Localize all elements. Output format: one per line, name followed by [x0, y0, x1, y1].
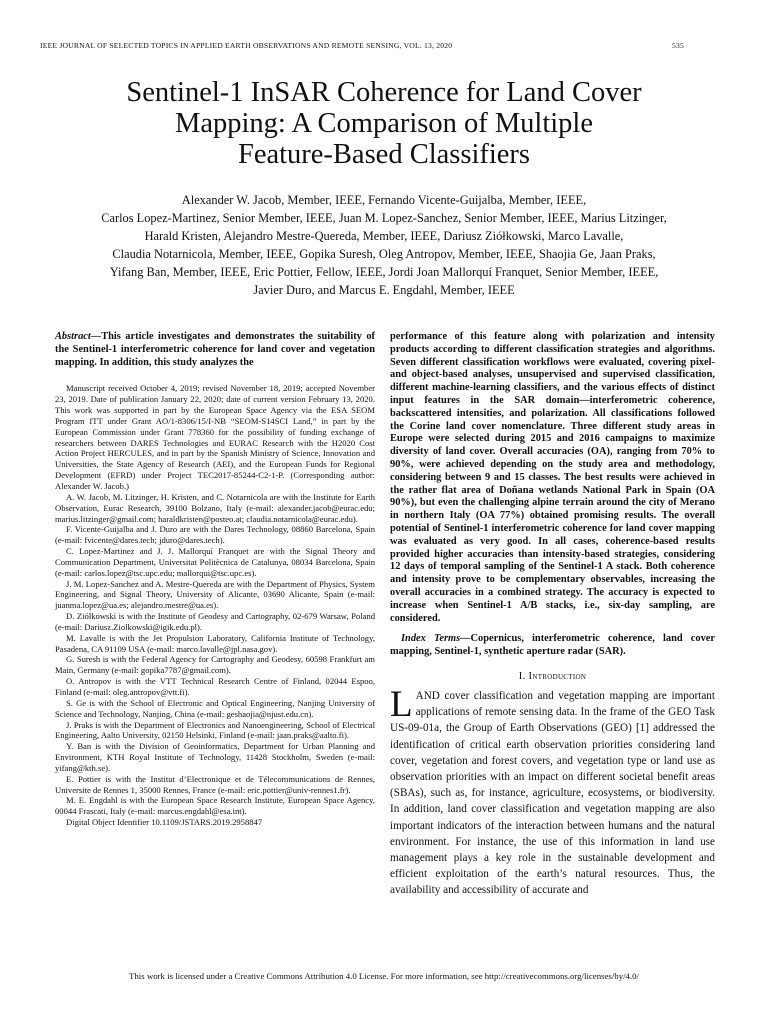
footnote: J. Praks is with the Department of Electronics and Nanoengineering, School of Electrical Engineering, Aalto University, 02150 Helsinki, Finland (e-mail: jaan.praks@aalto.fi).	[55, 719, 375, 741]
journal-name: IEEE JOURNAL OF SELECTED TOPICS IN APPLIED EARTH OBSERVATIONS AND REMOTE SENSING, VOL. 13, 2020	[40, 41, 453, 50]
footnote: E. Pottier is with the Institut d’Electronique et de Télecommunications de Rennes, Universite de Rennes 1, 35000 Rennes, France (e-mail: eric.pottier@univ-rennes1.fr).	[55, 773, 375, 795]
author-list	[40, 191, 728, 300]
footnote: J. M. Lopez-Sanchez and A. Mestre-Quereda are with the Department of Physics, System Engineering, and Signal Theory, University of Alicante, 03690 Alicante, Spain (e-mail: juanma.lopez@ua.es; alejandro.mestre@ua.es).	[55, 578, 375, 611]
author-line: Javier Duro, and Marcus E. Engdahl, Member, IEEE	[253, 283, 515, 298]
abstract-text-left: This article investigates and demonstrates the suitability of the Sentinel-1 interferometric coherence for land cover and vegetation mapping. In addition, this study analyzes the	[55, 331, 375, 368]
footnote: M. E. Engdahl is with the European Space Research Institute, European Space Agency, 00044 Frascati, Italy (e-mail: marcus.engdahl@esa.int).	[55, 795, 375, 817]
footnote: G. Suresh is with the Federal Agency for Cartography and Geodesy, 60598 Frankfurt am Main, Germany (e-mail: gopika7787@gmail.com).	[55, 654, 375, 676]
footnotes	[55, 383, 375, 828]
doi: Digital Object Identifier 10.1109/JSTARS.2019.2958847	[66, 817, 263, 828]
first-word: AND	[415, 689, 440, 702]
title-line: Mapping: A Comparison of Multiple	[175, 108, 593, 139]
author-line: Harald Kristen, Alejandro Mestre-Quereda, Member, IEEE, Dariusz Ziółkowski, Marco Lavalle,	[144, 229, 624, 244]
paper-title	[40, 77, 728, 170]
footnote: C. Lopez-Martinez and J. J. Mallorquí Franquet are with the Signal Theory and Communication Department, Universitat Politècnica de Catalunya, 08034 Barcelona, Spain (e-mail: carlos.lopez@tsc.upc.edu; mallorqui@tsc.upc.es).	[55, 546, 375, 578]
author-line: Yifang Ban, Member, IEEE, Eric Pottier, Fellow, IEEE, Jordi Joan Mallorquí Franquet, Senior Member, IEEE,	[109, 265, 659, 280]
drop-cap: L	[390, 683, 413, 725]
footnote: Manuscript received October 4, 2019; revised November 18, 2019; accepted November 23, 2019. Date of publication January 22, 2020; date of current version February 13, 2020. This work was supported in part by the European Space Agency via the ESA SEOM Program ITT under Grant AO/1-8306/15/I-NB “SEOM-S14SCI Land,” in part by the European Commission under Grant 778360 for the possibility of funding exchange of researchers between DARES Technologies and EURAC Research with the H2020 Cost Action Project HERCULES, and in part by the Spanish Ministry of Science, Innovation and Universities, the State Agency of Research (AEI), and the European Funds for Regional Development (EFRD) under Project TEC2017-85244-C2-1-P. (Corresponding author: Alexander W. Jacob.)	[55, 383, 375, 491]
left-column	[55, 331, 375, 828]
license-footer: This work is licensed under a Creative Commons Attribution 4.0 License. For more information, see http://creativecommons.org/licenses/by/4.0/	[129, 971, 639, 981]
intro-text: cover classification and vegetation mapping are important applications of remote sensing data. In the frame of the GEO Task US-09-01a, the Group of Earth Observations (GEO) [1] addressed the identification of critical earth observation priorities considering land cover, vegetation and forest covers, and vegetation type or land use as observation priorities with an impact on different societal benefit areas (SBAs), such as, for instance, agriculture, ecosystems, or biodiversity. In addition, land cover classification and vegetation mapping are also important indicators of the interaction between humans and the natural environment. For instance, the use of this information in land use management plays a key role in the sustainable development and efficient exploitation of the earth’s natural resources. Thus, the availability and accessibility of accurate and	[390, 689, 715, 897]
page-number: 535	[672, 41, 684, 50]
section-heading	[390, 671, 715, 682]
running-header	[40, 41, 684, 50]
right-column	[390, 331, 715, 899]
author-line: Carlos Lopez-Martinez, Senior Member, IEEE, Juan M. Lopez-Sanchez, Senior Member, IEEE, Marius Litzinger,	[101, 211, 667, 226]
footnote: D. Ziółkowski is with the Institute of Geodesy and Cartography, 02-679 Warsaw, Poland (e-mail: Dariusz.Ziolkowski@igik.edu.pl).	[55, 611, 375, 632]
abstract-start	[55, 331, 375, 369]
title-line: Sentinel-1 InSAR Coherence for Land Cover	[126, 77, 642, 108]
title-line: Feature-Based Classifiers	[237, 139, 531, 170]
footnote: F. Vicente-Guijalba and J. Duro are with the Dares Technology, 08860 Barcelona, Spain (e-mail: fvicente@dares.tech; jduro@dares.tech).	[55, 524, 375, 546]
author-line: Alexander W. Jacob, Member, IEEE, Fernando Vicente-Guijalba, Member, IEEE,	[181, 193, 587, 207]
footnote: Y. Ban is with the Division of Geoinformatics, Department for Urban Planning and Environment, KTH Royal Institute of Technology, 11428 Stockholm, Sweden (e-mail: yifang@kth.se).	[55, 741, 375, 773]
index-terms-text: Copernicus, interferometric coherence, land cover mapping, Sentinel-1, synthetic aperture radar (SAR).	[390, 633, 715, 658]
footnote: A. W. Jacob, M. Litzinger, H. Kristen, and C. Notarnicola are with the Institute for Earth Observation, Eurac Research, 39100 Bolzano, Italy (e-mail: alexander.jacob@eurac.edu; marius.litzinger@gmail.com; haraldkristen@posteo.at; claudia.notarnicola@eurac.edu).	[55, 491, 375, 524]
footnote: M. Lavalle is with the Jet Propulsion Laboratory, California Institute of Technology, Pasadena, CA 91109 USA (e-mail: marco.lavalle@jpl.nasa.gov).	[55, 632, 375, 654]
intro-paragraph	[390, 683, 715, 899]
section-title: Introduction	[528, 670, 587, 682]
index-terms-label: Index Terms—	[401, 633, 471, 645]
section-number: I.	[518, 670, 526, 682]
footnote: O. Antropov is with the VTT Technical Research Centre of Finland, 02044 Espoo, Finland (e-mail: oleg.antropov@vtt.fi).	[55, 676, 375, 698]
index-terms	[390, 633, 715, 659]
author-line: Claudia Notarnicola, Member, IEEE, Gopika Suresh, Oleg Antropov, Member, IEEE, Shaojia Ge, Jaan Praks,	[112, 247, 656, 262]
abstract-label: Abstract—	[55, 331, 102, 342]
footnote: S. Ge is with the School of Electronic and Optical Engineering, Nanjing University of Science and Technology, Nanjing, China (e-mail: geshaojia@njust.edu.cn).	[55, 697, 375, 719]
abstract-text-right: performance of this feature along with polarization and intensity products according to different classification strategies and algorithms. Seven different classification workflows were evaluated, covering pixel- and object-based analyses, unsupervised and supervised classification, different machine-learning classifiers, and the various effects of distinct input features in the SAR domain—interferometric coherence, backscattered intensities, and polarization. All classifications followed the Corine land cover nomenclature. Three different study areas in Europe were selected during 2015 and 2016 campaigns to maximize diversity of land cover. Overall accuracies (OA), ranging from 70% to 90%, were achieved depending on the study area and methodology, considering between 9 and 15 classes. The best results were achieved in the rather flat area of Doñana wetlands National Park in Spain (OA 90%), but even the challenging alpine terrain around the city of Merano in northern Italy (OA 77%) obtained promising results. The overall potential of Sentinel-1 interferometric coherence for land cover mapping was evaluated as very good. In all cases, coherence-based results provided higher accuracies than intensity-based strategies, considering 12 days of temporal sampling of the Sentinel-1 A stack. Both coherence and intensity prove to be complementary observables, increasing the overall accuracies in a combined strategy. The accuracy is expected to increase when Sentinel-1 A/B stacks, i.e., six-day sampling, are considered.	[390, 331, 715, 624]
